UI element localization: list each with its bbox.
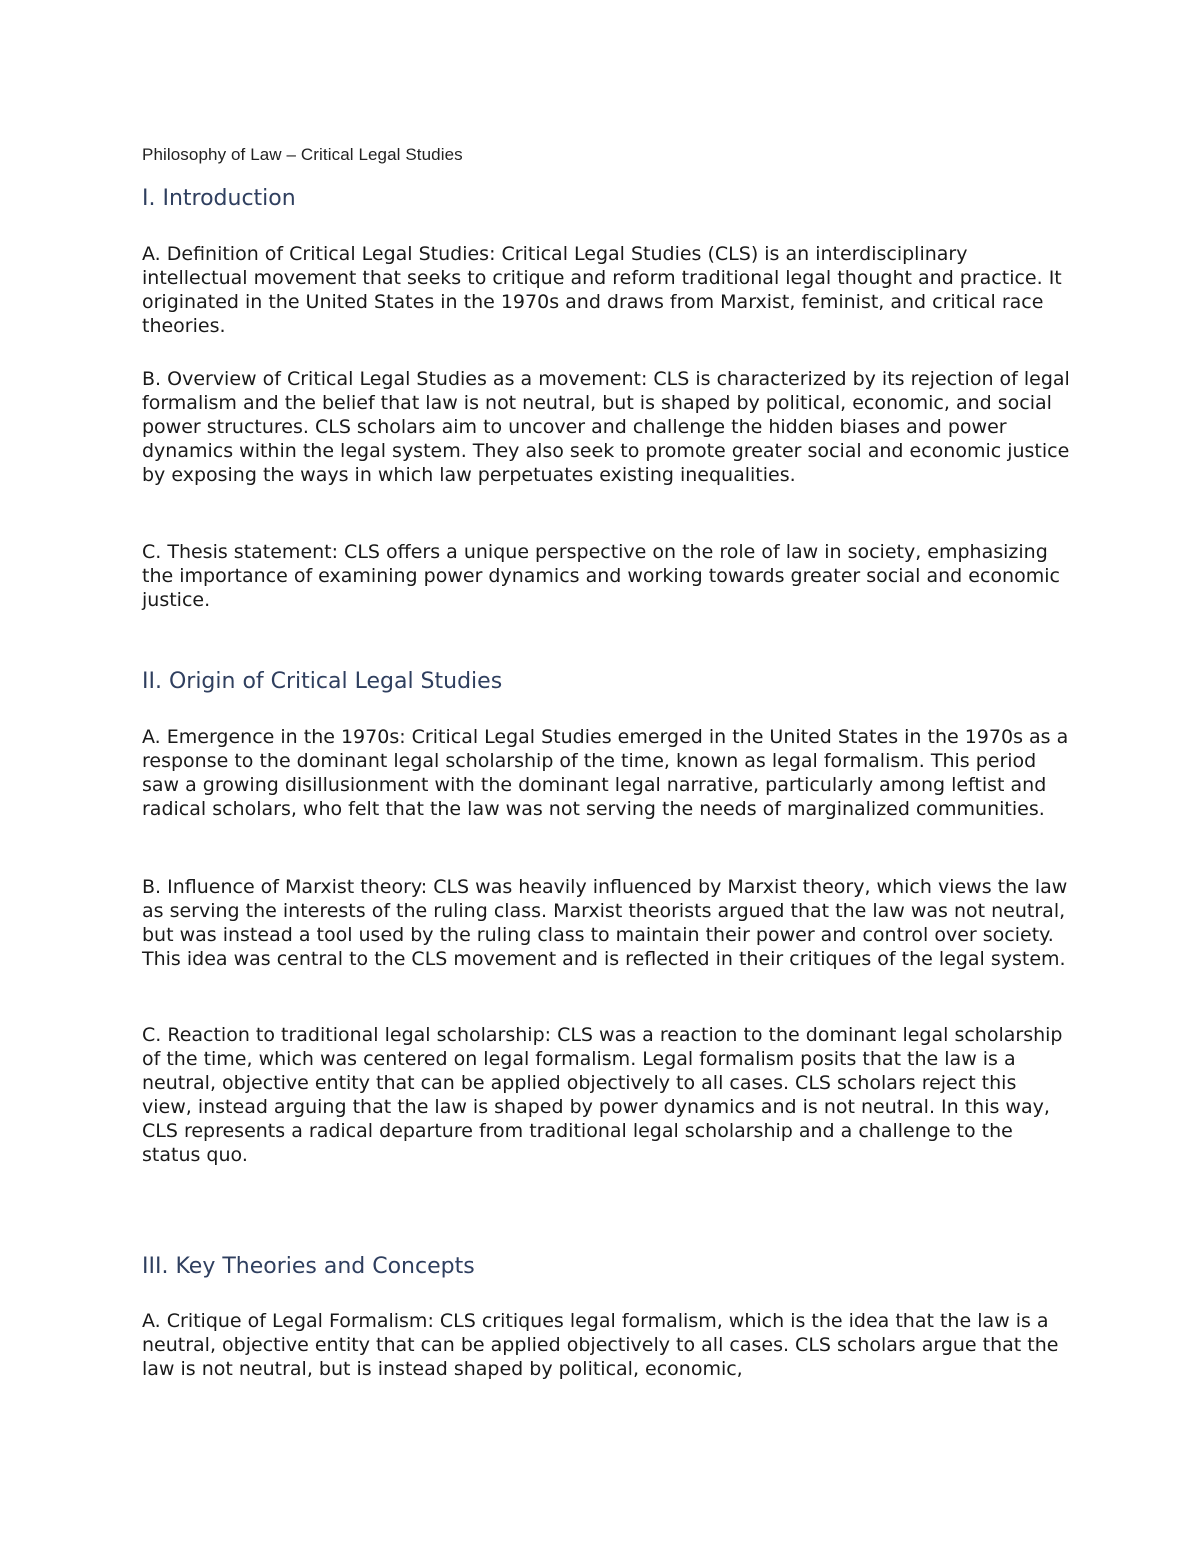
section-heading-origin: II. Origin of Critical Legal Studies [142,669,503,694]
paragraph-theories-a: A. Critique of Legal Formalism: CLS critiques legal formalism, which is the idea that the law is a neutral, objective entity that can be applied objectively to all cases. CLS scholars argue that the law is not neutral, but is instead shaped by political, economic, [142,1310,1059,1380]
paragraph-origin-c: C. Reaction to traditional legal scholarship: CLS was a reaction to the dominant legal scholarship of the time, which was centered on legal formalism. Legal formalism posits that the law is a neutral, objective entity that can be applied objectively to all cases. CLS scholars reject this view, instead arguing that the law is shaped by power dynamics and is not neutral. In this way, CLS represents a radical departure from traditional legal scholarship and a challenge to the status quo. [142,1024,1063,1166]
section-heading-key-theories: III. Key Theories and Concepts [142,1254,475,1279]
paragraph-origin-a: A. Emergence in the 1970s: Critical Legal Studies emerged in the United States in the 1970s as a response to the dominant legal scholarship of the time, known as legal formalism. This period saw a growing disillusionment with the dominant legal narrative, particularly among leftist and radical scholars, who felt that the law was not serving the needs of marginalized communities. [142,726,1069,820]
paragraph-origin-b: B. Influence of Marxist theory: CLS was heavily influenced by Marxist theory, which views the law as serving the interests of the ruling class. Marxist theorists argued that the law was not neutral, but was instead a tool used by the ruling class to maintain their power and control over society. This idea was central to the CLS movement and is reflected in their critiques of the legal system. [142,876,1068,970]
paragraph-intro-a: A. Definition of Critical Legal Studies: Critical Legal Studies (CLS) is an interdisciplinary intellectual movement that seeks to critique and reform traditional legal thought and practice. It originated in the United States in the 1970s and draws from Marxist, feminist, and critical race theories. [142,243,1062,337]
document-title: Philosophy of Law – Critical Legal Studies [142,145,463,164]
paragraph-intro-b: B. Overview of Critical Legal Studies as a movement: CLS is characterized by its rejection of legal formalism and the belief that law is not neutral, but is shaped by political, economic, and social power structures. CLS scholars aim to uncover and challenge the hidden biases and power dynamics within the legal system. They also seek to promote greater social and economic justice by exposing the ways in which law perpetuates existing inequalities. [142,368,1070,486]
section-heading-introduction: I. Introduction [142,186,296,211]
paragraph-intro-c: C. Thesis statement: CLS offers a unique perspective on the role of law in society, emphasizing the importance of examining power dynamics and working towards greater social and economic justice. [142,541,1060,611]
